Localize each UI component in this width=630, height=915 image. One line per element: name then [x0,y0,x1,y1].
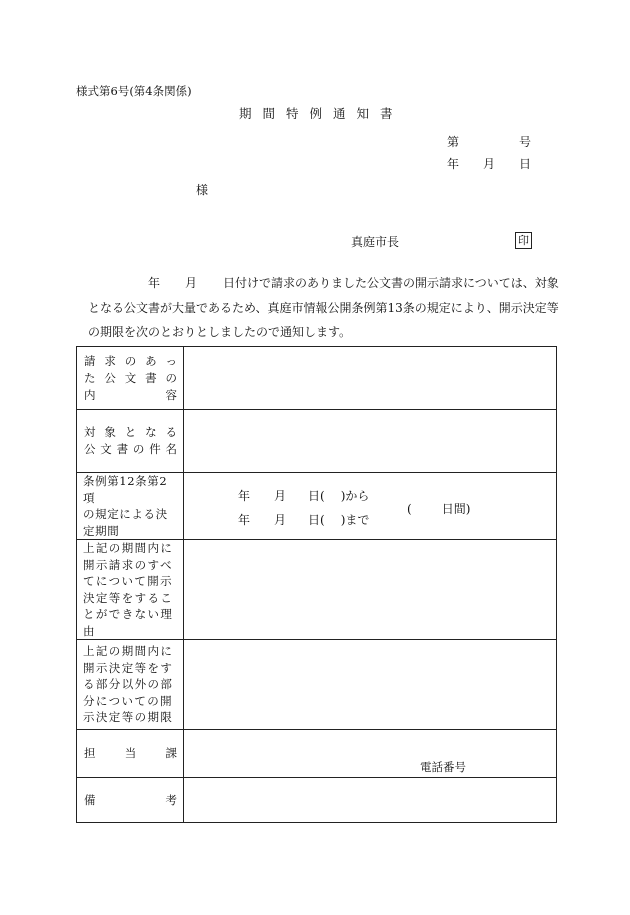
addressee-suffix: 様 [196,183,209,197]
label-line: の規定による決 [83,507,168,521]
value-remaining-deadline[interactable] [184,640,557,730]
sender-name: 真庭市長 [351,235,400,249]
label-line: 示決定等の期限 [83,710,174,725]
notice-form-table [76,346,557,823]
row-extension-period [77,473,557,540]
label-line: 条例第12条第2項 [83,474,168,505]
form-number: 様式第6号(第4条関係) [76,84,192,98]
value-document-name[interactable] [184,410,557,473]
notice-body [76,271,560,345]
body-year: 年 [148,276,161,290]
label-remarks [77,778,184,823]
value-remarks[interactable] [184,778,557,823]
label-line: 分についての開 [83,693,174,708]
label-line: 開示決定等をす [83,660,174,675]
value-extension-period[interactable] [184,473,557,540]
body-month: 月 [185,276,198,290]
row-section [77,730,557,778]
value-reason[interactable] [184,540,557,640]
period-to: 年 月 日( )まで [238,513,370,527]
label-line: 定期間 [83,523,120,538]
body-line3: の期限を次のとおりとしましたので通知します。 [88,325,352,339]
period-from: 年 月 日( )から [238,489,370,503]
row-requested-content [77,347,557,410]
label-section [77,730,184,778]
body-line2: となる公文書が大量であるため、真庭市情報公開条例第13条の規定により、開示決定等 [88,300,559,315]
label-line: 由 [83,623,96,638]
label-line: る部分以外の部 [83,677,174,692]
row-remarks [77,778,557,823]
label-line: 決定等をするこ [83,590,174,605]
label-line: 請 求 の あ っ [84,353,177,368]
date-month: 月 [483,157,496,171]
label-line: 備 考 [84,792,177,807]
doc-number-suffix: 号 [519,135,532,149]
doc-number-prefix: 第 [447,135,460,149]
value-section[interactable] [184,730,557,778]
period-days: ( 日間) [407,502,471,516]
value-requested-content[interactable] [184,347,557,410]
date-day: 日 [519,157,532,171]
label-line: 対 象 と な る [84,425,177,439]
label-line: 内 容 [84,387,177,402]
label-requested-content [77,347,184,410]
label-line: 上記の期間内に [83,644,174,659]
label-line: てについて開示 [83,574,174,588]
label-line: とができない理 [83,607,174,621]
label-document-name [77,410,184,473]
label-line: 開示請求のすべ [83,557,174,572]
label-line: 公 文 書 の 件 名 [84,442,177,456]
body-line1: 日付けで請求のありました公文書の開示請求については、対象 [223,276,559,290]
label-extension-period [77,473,184,540]
label-reason [77,540,184,640]
document-title: 期間特例通知書 [239,106,404,121]
phone-label: 電話番号 [420,760,466,774]
row-reason [77,540,557,640]
row-remaining-deadline [77,640,557,730]
label-line: 上記の期間内に [83,541,174,555]
row-document-name [77,410,557,473]
date-year: 年 [447,157,460,171]
seal-stamp: 印 [515,232,532,249]
label-remaining-deadline [77,640,184,730]
label-line: 担 当 課 [84,746,177,760]
label-line: た 公 文 書 の [84,370,177,385]
